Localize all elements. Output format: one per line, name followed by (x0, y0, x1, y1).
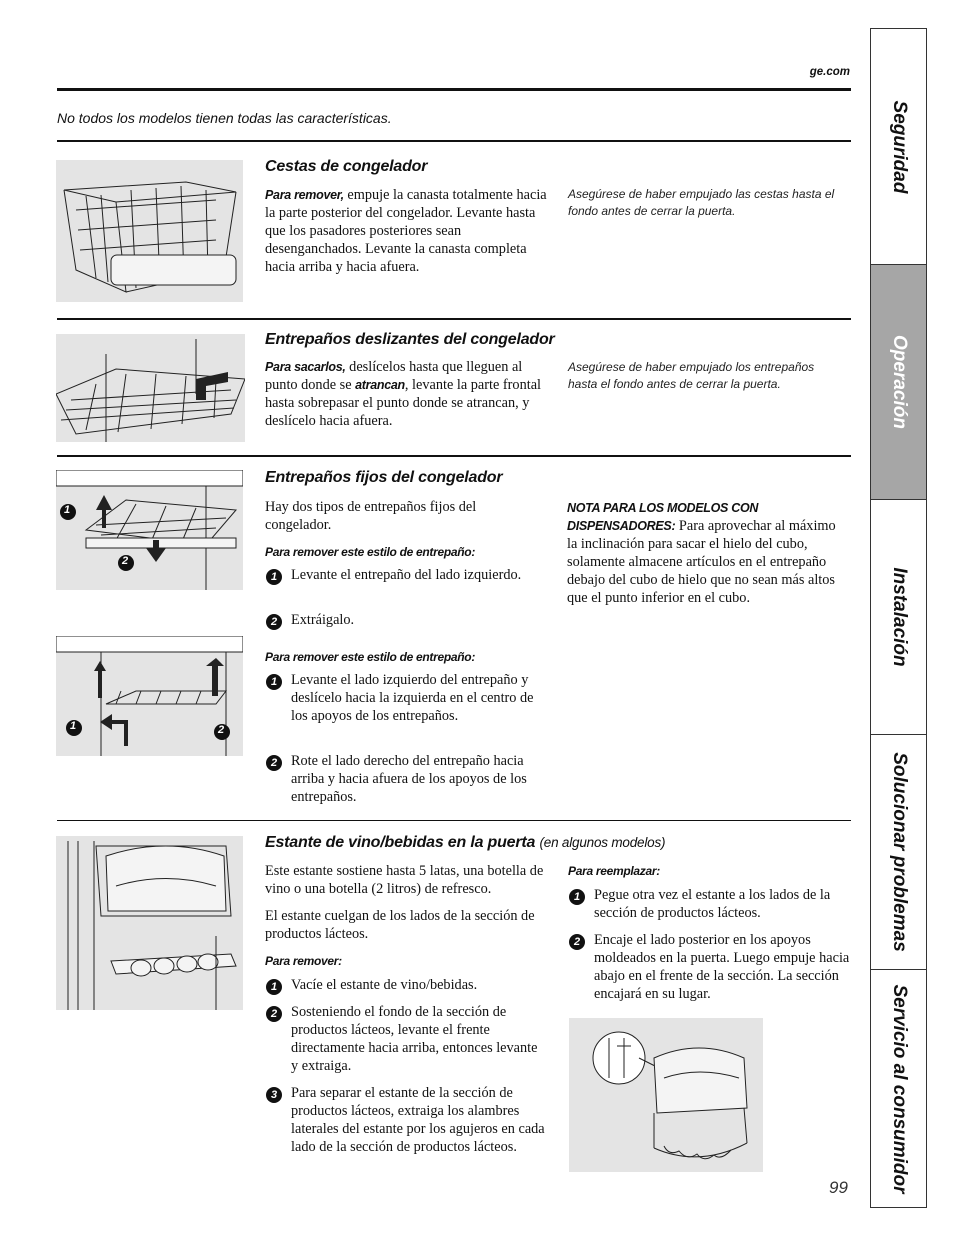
step-number-1: 1 (569, 889, 585, 905)
step-number-3: 3 (266, 1087, 282, 1103)
basket-text (265, 186, 550, 276)
step-text: Levante el entrepaño del lado izquierdo. (291, 567, 522, 583)
basket-note: Asegúrese de haber empujado las cestas hasta el fondo antes de cerrar la puerta. (568, 187, 835, 218)
sliding-emphasis: atrancan (355, 378, 405, 392)
sliding-body-1: deslícelos hasta que lleguen al punto donde se (265, 359, 523, 393)
fixed-shelf-style2-illustration (56, 636, 243, 756)
illus-callout-1: 1 (64, 504, 71, 516)
fixed-style1-heading: Para remover este estilo de entrepaño: (265, 545, 476, 559)
basket-body: empuje la canasta totalmente hacia la parte posterior del congelador. Levante hasta que los pasadores posteriores sean desenganchados. Levante la canasta completa hacia arriba y hacia afuera. (265, 187, 547, 275)
section-divider (57, 140, 851, 142)
wine-title (265, 834, 665, 852)
tab-solucionar-problemas[interactable] (871, 735, 926, 970)
side-tabs (870, 28, 927, 1208)
illus-callout-1: 1 (70, 720, 77, 732)
page-number: 99 (829, 1178, 848, 1197)
wine-remove-heading: Para remover: (265, 954, 342, 968)
sliding-text (265, 358, 550, 430)
step-text: Levante el lado izquierdo del entrepaño y deslícelo hacia la izquierda en el centro de los apoyos de los entrepaños. (291, 672, 534, 724)
tab-label: Servicio al consumidor (888, 983, 910, 1194)
illus-callout-2: 2 (122, 555, 129, 567)
dispenser-note-lead: NOTA PARA LOS MODELOS CON DISPENSADORES: (567, 501, 759, 533)
sliding-lead: Para sacarlos, (265, 360, 346, 374)
sliding-title: Entrepaños deslizantes del congelador (265, 331, 555, 348)
illus-callout-2: 2 (218, 724, 225, 736)
step-number-2: 2 (266, 1006, 282, 1022)
tab-operacion[interactable] (871, 265, 926, 500)
wine-p2: El estante cuelgan de los lados de la sección de productos lácteos. (265, 908, 535, 942)
wine-p1: Este estante sostiene hasta 5 latas, una botella de vino o una botella (2 litros) de refresco. (265, 863, 544, 897)
tab-instalacion[interactable] (871, 500, 926, 735)
sliding-body-2: , levante la parte frontal hasta sobrepasar el punto donde se atrancan, y deslícelo hacia afuera. (265, 377, 542, 429)
step-number-2: 2 (569, 934, 585, 950)
wine-title-sub: (en algunos modelos) (539, 835, 666, 850)
sliding-note: Asegúrese de haber empujado los entrepaños hasta el fondo antes de cerrar la puerta. (568, 360, 815, 391)
fixed-intro: Hay dos tipos de entrepaños fijos del congelador. (265, 499, 477, 533)
freezer-basket-illustration (56, 160, 243, 302)
step-number-1: 1 (266, 674, 282, 690)
wine-title-text: Estante de vino/bebidas en la puerta (265, 834, 536, 851)
step-number-2: 2 (266, 755, 282, 771)
site-url: ge.com (809, 66, 850, 78)
step-number-2: 2 (266, 614, 282, 630)
wine-rack-attach-illustration (569, 1018, 763, 1172)
basket-title: Cestas de congelador (265, 158, 428, 175)
dispenser-note (567, 499, 849, 607)
tab-servicio-consumidor[interactable] (871, 970, 926, 1207)
step-text: Vacíe el estante de vino/bebidas. (291, 977, 478, 993)
top-rule (57, 88, 851, 91)
tab-seguridad[interactable] (871, 29, 926, 265)
models-note: No todos los modelos tienen todas las características. (57, 110, 392, 126)
wine-rack-door-illustration (56, 836, 243, 1010)
step-number-1: 1 (266, 979, 282, 995)
step-text: Rote el lado derecho del entrepaño hacia arriba y hacia afuera de los apoyos de los entrepaños. (291, 753, 527, 805)
fixed-shelf-style1-illustration (56, 470, 243, 590)
fixed-title: Entrepaños fijos del congelador (265, 469, 503, 486)
step-text: Para separar el estante de la sección de productos lácteos, extraiga los alambres laterales del estante por los agujeros en cada lado de la sección de productos lácteos. (291, 1085, 545, 1155)
step-text: Encaje el lado posterior en los apoyos moldeados en la puerta. Luego empuje hacia abajo en el frente de la sección. La sección encajará en su lugar. (594, 932, 850, 1002)
dispenser-note-text: Para aprovechar al máximo la inclinación para sacar el hielo del cubo, solamente almacene artículos en el entrepaño debajo del cubo de hielo que no sean más altos que el punto inferior en el cubo. (567, 518, 836, 606)
tab-label: Instalación (888, 567, 910, 667)
fixed-style2-heading: Para remover este estilo de entrepaño: (265, 650, 476, 664)
step-number-1: 1 (266, 569, 282, 585)
section-divider (57, 455, 851, 457)
step-text: Pegue otra vez el estante a los lados de la sección de productos lácteos. (594, 887, 831, 921)
step-text: Extráigalo. (291, 612, 355, 628)
tab-label: Seguridad (888, 100, 910, 193)
basket-lead: Para remover, (265, 188, 344, 202)
section-divider (57, 318, 851, 320)
tab-label: Operación (888, 335, 910, 429)
tab-label: Solucionar problemas (888, 752, 910, 952)
wine-replace-heading: Para reemplazar: (568, 864, 660, 878)
sliding-shelf-illustration (56, 334, 245, 442)
step-text: Sosteniendo el fondo de la sección de productos lácteos, levante el frente directamente hacia arriba, entonces levante y extraiga. (291, 1004, 538, 1074)
section-divider (57, 820, 851, 821)
